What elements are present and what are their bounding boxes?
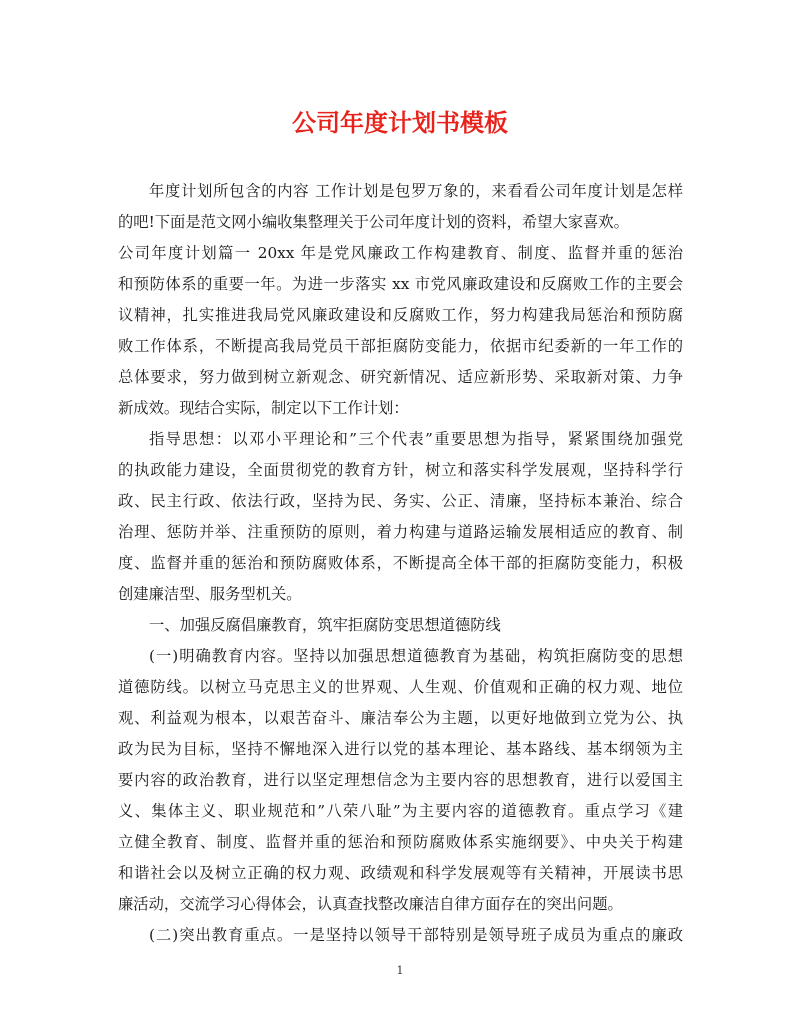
text-line: 的执政能力建设，全面贯彻党的教育方针，树立和落实科学发展观，坚持科学行 bbox=[118, 461, 683, 479]
text-line: 年度计划所包含的内容 工作计划是包罗万象的，来看看公司年度计划是怎样 bbox=[149, 182, 683, 200]
section-heading: 一、加强反腐倡廉教育，筑牢拒腐防变思想道德防线 bbox=[149, 616, 501, 634]
text-line: 议精神，扎实推进我局党风廉政建设和反腐败工作，努力构建我局惩治和预防腐 bbox=[118, 306, 683, 324]
text-line: 道德防线。以树立马克思主义的世界观、人生观、价值观和正确的权力观、地位 bbox=[118, 678, 683, 696]
text-line: 度、监督并重的惩治和预防腐败体系，不断提高全体干部的拒腐防变能力，积极 bbox=[118, 554, 683, 572]
text-line: 治理、惩防并举、注重预防的原则，着力构建与道路运输发展相适应的教育、制 bbox=[118, 523, 683, 541]
text-line: (二)突出教育重点。一是坚持以领导干部特别是领导班子成员为重点的廉政 bbox=[149, 926, 683, 944]
text-line: 总体要求，努力做到树立新观念、研究新情况、适应新形势、采取新对策、力争 bbox=[118, 368, 683, 386]
document-body bbox=[118, 176, 683, 951]
text-line: 政、民主行政、依法行政，坚持为民、务实、公正、清廉，坚持标本兼治、综合 bbox=[118, 492, 683, 510]
document-title: 公司年度计划书模板 bbox=[292, 108, 508, 137]
text-line: 和预防体系的重要一年。为进一步落实 xx 市党风廉政建设和反腐败工作的主要会 bbox=[118, 275, 683, 293]
text-line: 创建廉洁型、服务型机关。 bbox=[118, 585, 302, 603]
text-line: 败工作体系，不断提高我局党员干部拒腐防变能力，依据市纪委新的一年工作的 bbox=[118, 337, 683, 355]
text-line: 政为民为目标，坚持不懈地深入进行以党的基本理论、基本路线、基本纲领为主 bbox=[118, 740, 683, 758]
text-line: 观、利益观为根本，以艰苦奋斗、廉洁奉公为主题，以更好地做到立党为公、执 bbox=[118, 709, 683, 727]
text-line: 立健全教育、制度、监督并重的惩治和预防腐败体系实施纲要》、中央关于构建 bbox=[118, 833, 683, 851]
text-line: 新成效。现结合实际，制定以下工作计划： bbox=[118, 399, 409, 417]
text-line: 公司年度计划篇一 20xx 年是党风廉政工作构建教育、制度、监督并重的惩治 bbox=[118, 244, 683, 262]
text-line: 的吧!下面是范文网小编收集整理关于公司年度计划的资料，希望大家喜欢。 bbox=[118, 213, 629, 231]
text-line: (一)明确教育内容。坚持以加强思想道德教育为基础，构筑拒腐防变的思想 bbox=[149, 647, 683, 665]
page-number: 1 bbox=[396, 964, 404, 977]
text-line: 和谐社会以及树立正确的权力观、政绩观和科学发展观等有关精神，开展读书思 bbox=[118, 864, 683, 882]
text-line: 义、集体主义、职业规范和”八荣八耻”为主要内容的道德教育。重点学习《建 bbox=[118, 802, 683, 820]
text-line: 要内容的政治教育，进行以坚定理想信念为主要内容的思想教育，进行以爱国主 bbox=[118, 771, 683, 789]
text-line: 指导思想：以邓小平理论和”三个代表”重要思想为指导，紧紧围绕加强党 bbox=[149, 430, 683, 448]
text-line: 廉活动，交流学习心得体会，认真查找整改廉洁自律方面存在的突出问题。 bbox=[118, 895, 623, 913]
